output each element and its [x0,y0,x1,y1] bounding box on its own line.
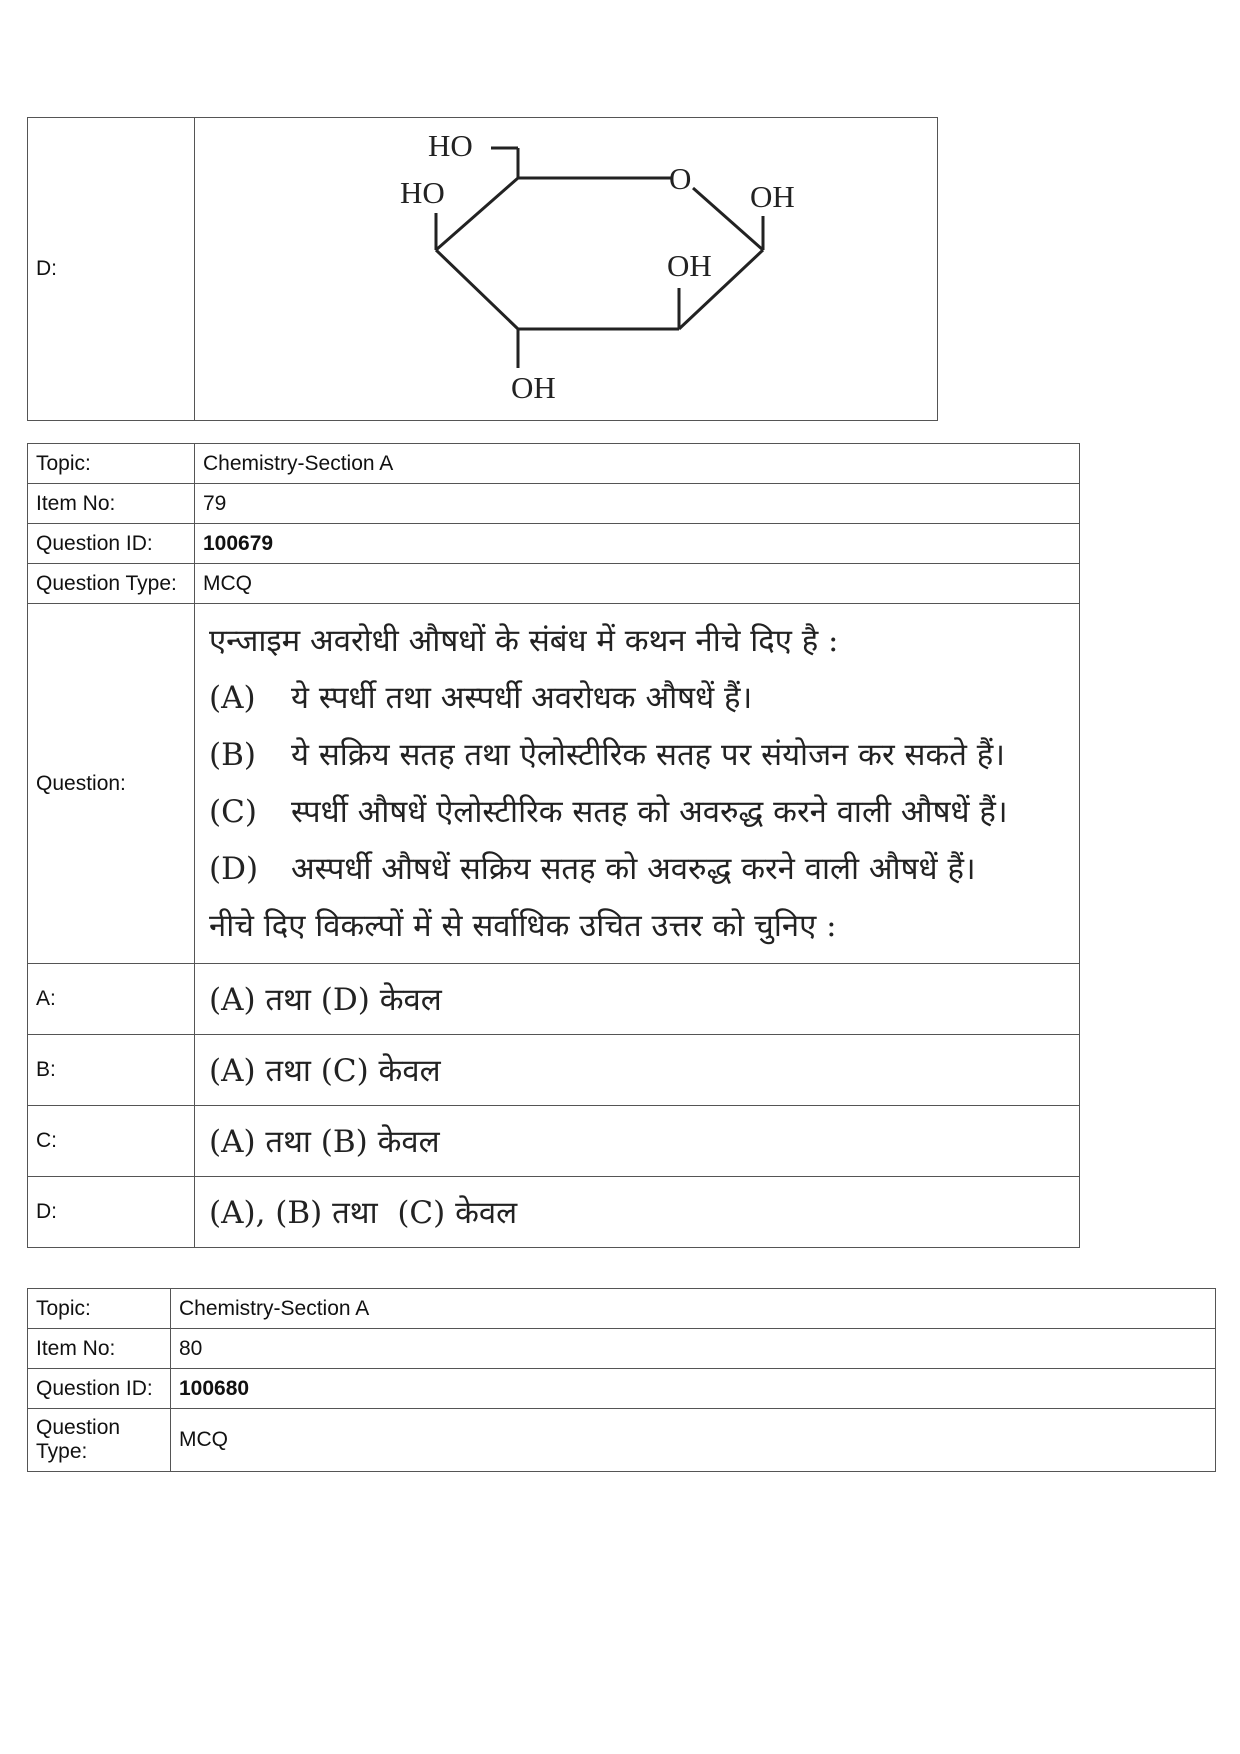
question-intro: एन्जाइम अवरोधी औषधों के संबंध में कथन नीचे दिए है : [209,622,839,659]
table-row [28,1035,1080,1106]
table-row [28,1369,1216,1409]
atom-label: OH [667,248,712,283]
item-no-label: Item No: [28,484,195,524]
statement-tag: (A) [209,679,256,716]
atom-label: HO [428,128,473,163]
atom-label: O [669,161,692,196]
statement-d [209,841,1071,898]
option-label: D: [28,118,195,421]
atom-label: HO [400,175,445,210]
question-id-label: Question ID: [28,1369,171,1409]
table-row [28,484,1080,524]
table-row [28,1289,1216,1329]
topic-label: Topic: [28,1289,171,1329]
topic-value: Chemistry-Section A [171,1289,1216,1329]
topic-value: Chemistry-Section A [195,444,1080,484]
table-row [28,444,1080,484]
table-row [28,1177,1080,1248]
atom-label: OH [750,179,795,214]
atom-label: OH [511,370,556,405]
item-no-value: 79 [195,484,1080,524]
statement-a [209,670,1071,727]
question-id-value: 100680 [171,1369,1216,1409]
option-d-label: D: [28,1177,195,1248]
question-type-label-line1: Question [36,1416,121,1439]
table-row [28,564,1080,604]
statement-tag: (C) [209,793,257,830]
option-c-label: C: [28,1106,195,1177]
question-type-label-line2: Type: [36,1440,88,1463]
option-b-text: (A) तथा (C) केवल [195,1035,1080,1106]
statement-c [209,784,1071,841]
topic-label: Topic: [28,444,195,484]
statement-text: अस्पर्धी औषधें सक्रिय सतह को अवरुद्ध करने वाली औषधें हैं। [291,850,976,887]
item-79-table [27,443,1080,1248]
option-a-label: A: [28,964,195,1035]
statement-b [209,727,1071,784]
question-label: Question: [28,604,195,964]
question-id-value: 100679 [195,524,1080,564]
statement-tag: (D) [209,850,259,887]
option-structure-cell [195,118,938,421]
bond [436,250,518,329]
item-no-label: Item No: [28,1329,171,1369]
pyranose-structure [203,118,923,414]
item-80-table [27,1288,1216,1472]
question-type-value: MCQ [171,1409,1216,1472]
question-id-label: Question ID: [28,524,195,564]
question-type-value: MCQ [195,564,1080,604]
question-body [195,604,1080,964]
table-row [28,1106,1080,1177]
question-instruction: नीचे दिए विकल्पों में से सर्वाधिक उचित उत्तर को चुनिए : [209,907,837,944]
statement-text: ये स्पर्धी तथा अस्पर्धी अवरोधक औषधें हैं। [291,679,753,716]
question-type-label [28,1409,171,1472]
option-c-text: (A) तथा (B) केवल [195,1106,1080,1177]
statement-text: ये सक्रिय सतह तथा ऐलोस्टीरिक सतह पर संयोजन कर सकते हैं। [291,736,1005,773]
item-no-value: 80 [171,1329,1216,1369]
table-row [28,1409,1216,1472]
option-a-text: (A) तथा (D) केवल [195,964,1080,1035]
option-b-label: B: [28,1035,195,1106]
statement-text: स्पर्धी औषधें ऐलोस्टीरिक सतह को अवरुद्ध करने वाली औषधें हैं। [291,793,1008,830]
table-row [28,524,1080,564]
table-row [28,964,1080,1035]
previous-option-table [27,117,938,421]
bond [436,178,518,250]
table-row [28,1329,1216,1369]
table-row [28,604,1080,964]
option-d-text: (A), (B) तथा (C) केवल [195,1177,1080,1248]
statement-tag: (B) [209,736,256,773]
question-type-label: Question Type: [28,564,195,604]
